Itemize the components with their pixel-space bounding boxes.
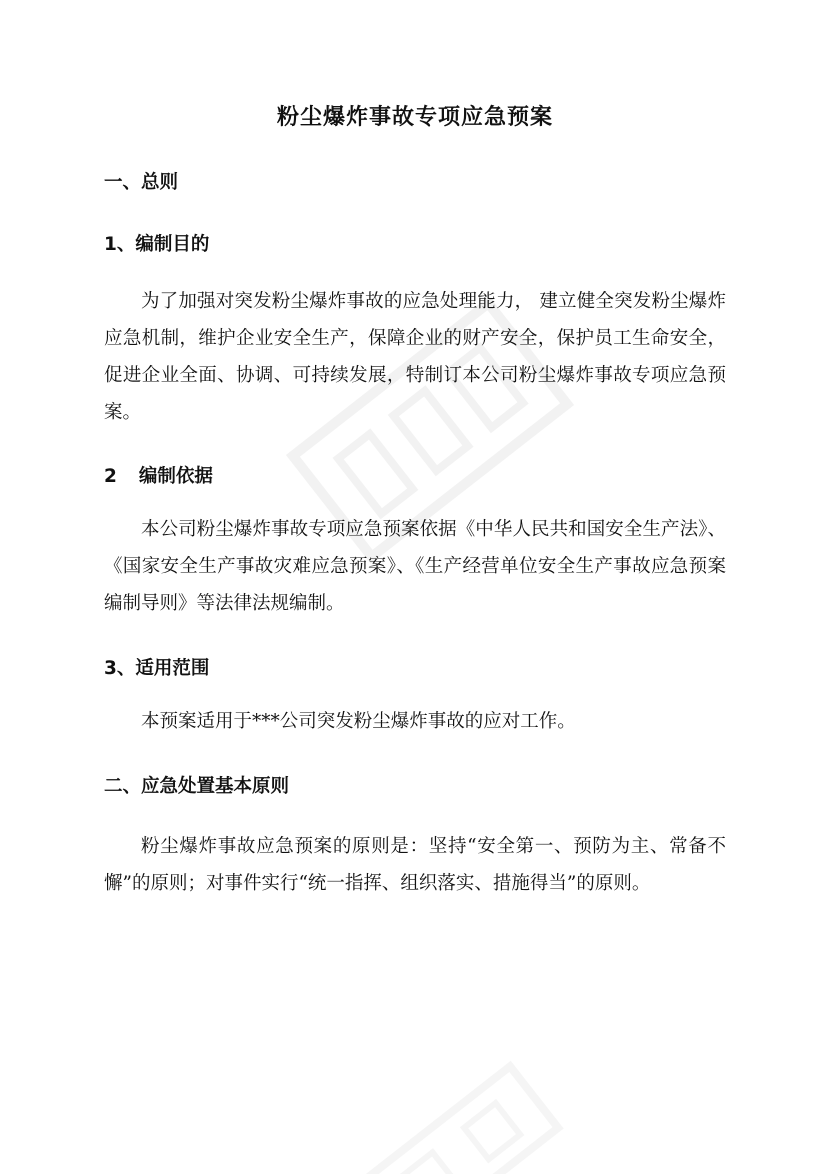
paragraph-purpose: 为了加强对突发粉尘爆炸事故的应急处理能力， 建立健全突发粉尘爆炸应急机制，维护企业安全生产，保障企业的财产安全，保护员工生命安全，促进企业全面、协调、可持续发展，特制订本公司粉尘爆炸事故专项应急预案。 — [104, 291, 726, 423]
paragraph-scope: 本预案适用于***公司突发粉尘爆炸事故的应对工作。 — [141, 711, 576, 732]
subsection-heading-basis — [104, 462, 213, 488]
section-heading-general: 一、总则 — [104, 172, 179, 193]
paragraph-principles: 粉尘爆炸事故应急预案的原则是：坚持“安全第一、预防为主、常备不懈”的原则；对事件实行“统一指挥、组织落实、措施得当”的原则。 — [104, 836, 726, 894]
watermark-stamp-bottom — [353, 1058, 566, 1174]
subsection-heading-scope: 3、适用范围 — [104, 658, 210, 679]
paragraph-basis: 本公司粉尘爆炸事故专项应急预案依据《中华人民共和国安全生产法》、《国家安全生产事故灾难应急预案》、《生产经营单位安全生产事故应急预案编制导则》等法律法规编制。 — [104, 519, 726, 614]
section-heading-principles: 二、应急处置基本原则 — [104, 776, 290, 797]
page-title: 粉尘爆炸事故专项应急预案 — [276, 105, 553, 130]
subsection-label: 编制依据 — [138, 466, 213, 487]
subsection-number: 2 — [104, 466, 117, 487]
subsection-heading-purpose: 1、编制目的 — [104, 234, 210, 255]
